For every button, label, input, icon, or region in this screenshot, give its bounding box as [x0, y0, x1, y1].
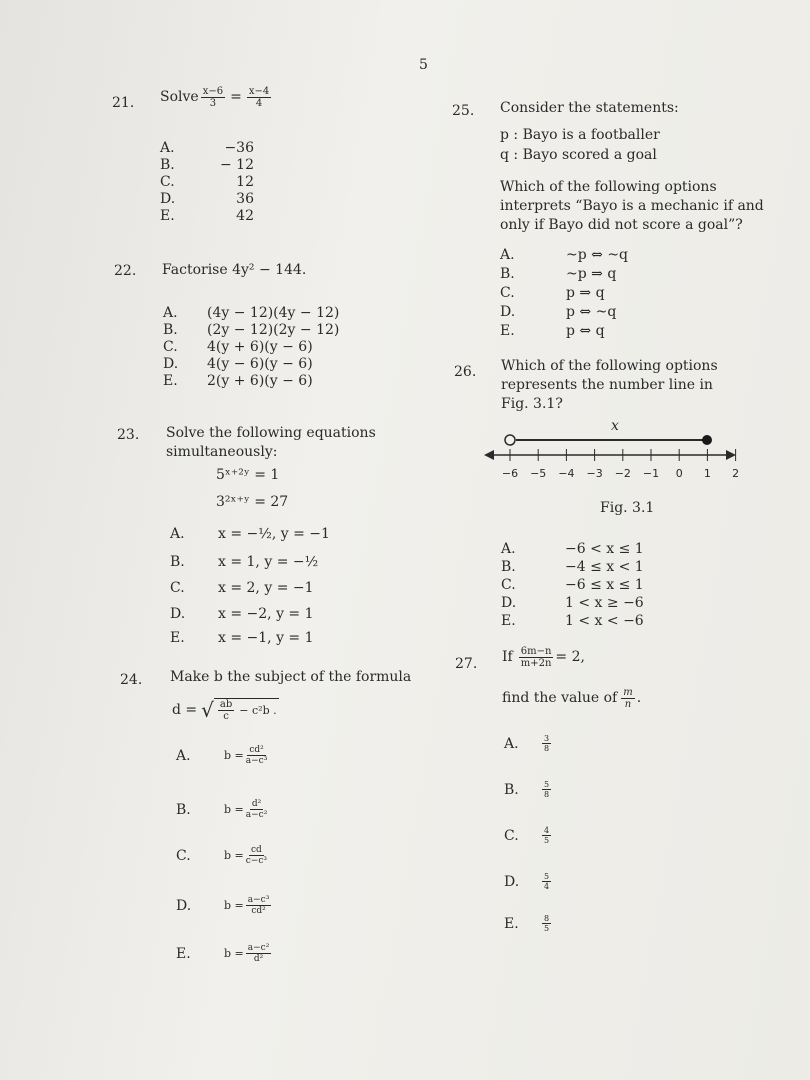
q21-equals: =: [230, 89, 242, 105]
q23-number: 23.: [117, 427, 140, 443]
q23-eq2: 3²ˣ⁺ʸ = 27: [216, 494, 289, 510]
q21-rhs-num: x−4: [248, 86, 270, 97]
q23-option-b[interactable]: B. x = 1, y = −½: [170, 554, 319, 570]
q21-option-b[interactable]: B. − 12: [160, 157, 254, 173]
q25-option-b[interactable]: B. ~p ⇒ q: [500, 266, 617, 282]
q23-options: [170, 526, 430, 656]
number-line-ticks: [502, 449, 739, 480]
q25-q-statement: q : Bayo scored a goal: [500, 147, 657, 163]
q22-number: 22.: [114, 263, 137, 279]
figure-caption: Fig. 3.1: [600, 500, 655, 516]
q24-formula: [172, 698, 279, 722]
q22-options: [163, 305, 339, 390]
q22-option-c[interactable]: C. 4(y + 6)(y − 6): [163, 339, 313, 355]
q21-rhs-fraction: [247, 86, 271, 109]
q26-option-a[interactable]: A. −6 < x ≤ 1: [501, 541, 644, 557]
q24-number: 24.: [120, 672, 143, 688]
q21-option-d[interactable]: D. 36: [160, 191, 254, 207]
q27-condition: If $\frac{6m-n}{m+2n}$ = 2,: [502, 646, 585, 669]
q26-number: 26.: [454, 364, 477, 380]
q21-lhs-num: x−6: [202, 86, 224, 97]
q27-find: find the value of $\frac{m}{n}$ .: [502, 687, 642, 710]
tick-label: 2: [732, 467, 740, 480]
sqrt-icon: √: [201, 697, 214, 722]
q25-options: [500, 246, 628, 341]
tick-label: −6: [501, 467, 519, 480]
q27-option-a[interactable]: A. $\frac{3}{8}$: [504, 734, 550, 753]
tick-label: −4: [558, 467, 575, 480]
q24-option-c[interactable]: C. b = $\frac{cd}{\text{c−c³}}$: [176, 845, 267, 866]
q23-prompt-line2: simultaneously:: [166, 444, 278, 460]
q25-prompt: Consider the statements:: [500, 100, 679, 116]
q27-options: [504, 734, 604, 934]
q25-number: 25.: [452, 103, 475, 119]
q23-option-e[interactable]: E. x = −1, y = 1: [170, 630, 314, 646]
q24-option-e[interactable]: E. b = $\frac{\text{a−c²}}{\text{d²}}$: [176, 943, 270, 964]
q23-option-c[interactable]: C. x = 2, y = −1: [170, 580, 314, 596]
q26-prompt: Which of the following options represents the number line in Fig. 3.1?: [501, 358, 718, 412]
q23-eq1: 5ˣ⁺²ʸ = 1: [216, 467, 280, 483]
q27-number: 27.: [455, 656, 478, 672]
q21-lhs-fraction: [201, 86, 225, 109]
q27-option-d[interactable]: D. $\frac{5}{4}$: [504, 872, 550, 891]
q25-option-a[interactable]: A. ~p ⇔ ~q: [500, 247, 629, 263]
tick-label: −2: [614, 467, 631, 480]
q23-prompt: [166, 424, 376, 462]
q23-prompt-line1: Solve the following equations: [166, 425, 376, 441]
q26-option-c[interactable]: C. −6 ≤ x ≤ 1: [501, 577, 644, 593]
q23-option-d[interactable]: D. x = −2, y = 1: [170, 606, 314, 622]
q27-option-b[interactable]: B. $\frac{5}{8}$: [504, 780, 550, 799]
q21-prompt-text: Solve: [160, 89, 199, 105]
q25-option-c[interactable]: C. p ⇒ q: [500, 285, 605, 301]
tick-label: −1: [642, 467, 660, 480]
q27-option-c[interactable]: C. $\frac{4}{5}$: [504, 826, 550, 845]
q25-question: Which of the following options interprets “Bayo is a mechanic if and only if Bayo did not score a goal”?: [500, 179, 764, 233]
q24-options: [176, 745, 376, 975]
q22-option-e[interactable]: E. 2(y + 6)(y − 6): [163, 373, 313, 389]
q24-option-d[interactable]: D. b = $\frac{\text{a−c³}}{\text{cd²}}$: [176, 895, 270, 916]
tick-label: 1: [703, 467, 711, 480]
q21-rhs-den: 4: [255, 98, 263, 109]
q24-radicand: $\frac{ab}{c}$ − c²b .: [214, 698, 279, 722]
q25-option-e[interactable]: E. p ⇔ q: [500, 323, 605, 339]
tick-label: −5: [530, 467, 547, 480]
q21-options: [160, 140, 254, 225]
left-arrow-icon: [484, 450, 494, 460]
q21-option-a[interactable]: A. −36: [160, 140, 254, 156]
tick-label: −3: [586, 467, 603, 480]
q26-option-b[interactable]: B. −4 ≤ x < 1: [501, 559, 644, 575]
closed-endpoint-icon: [702, 435, 712, 445]
q21-number: 21.: [112, 95, 135, 111]
number-line-variable: x: [611, 418, 619, 434]
q26-options: [501, 540, 644, 630]
q27-option-e[interactable]: E. $\frac{8}{5}$: [504, 914, 550, 933]
q21-lhs-den: 3: [209, 98, 217, 109]
q22-prompt: Factorise 4y² − 144.: [162, 262, 307, 278]
q25-p-statement: p : Bayo is a footballer: [500, 127, 660, 143]
q24-prompt: Make b the subject of the formula: [170, 669, 412, 685]
number-line-figure: [480, 428, 740, 484]
q26-option-d[interactable]: D. 1 < x ≥ −6: [501, 595, 644, 611]
q21-option-c[interactable]: C. 12: [160, 174, 254, 190]
right-arrow-icon: [726, 450, 736, 460]
q22-option-b[interactable]: B. (2y − 12)(2y − 12): [163, 322, 340, 338]
tick-label: 0: [675, 467, 683, 480]
q21-option-e[interactable]: E. 42: [160, 208, 254, 224]
q26-option-e[interactable]: E. 1 < x < −6: [501, 613, 644, 629]
q25-option-d[interactable]: D. p ⇔ ~q: [500, 304, 617, 320]
q23-option-a[interactable]: A. x = −½, y = −1: [170, 526, 330, 542]
q22-option-a[interactable]: A. (4y − 12)(4y − 12): [163, 305, 340, 321]
q22-option-d[interactable]: D. 4(y − 6)(y − 6): [163, 356, 313, 372]
page-number: 5: [419, 57, 428, 73]
q24-option-a[interactable]: A. b = $\frac{\text{cd²}}{\text{a−c³}}$: [176, 745, 268, 766]
open-endpoint-icon: [505, 435, 515, 445]
q24-option-b[interactable]: B. b = $\frac{\text{d²}}{\text{a−c²}}$: [176, 799, 268, 820]
q21-prompt: [160, 86, 273, 109]
q24-formula-lhs: d =: [172, 701, 198, 718]
